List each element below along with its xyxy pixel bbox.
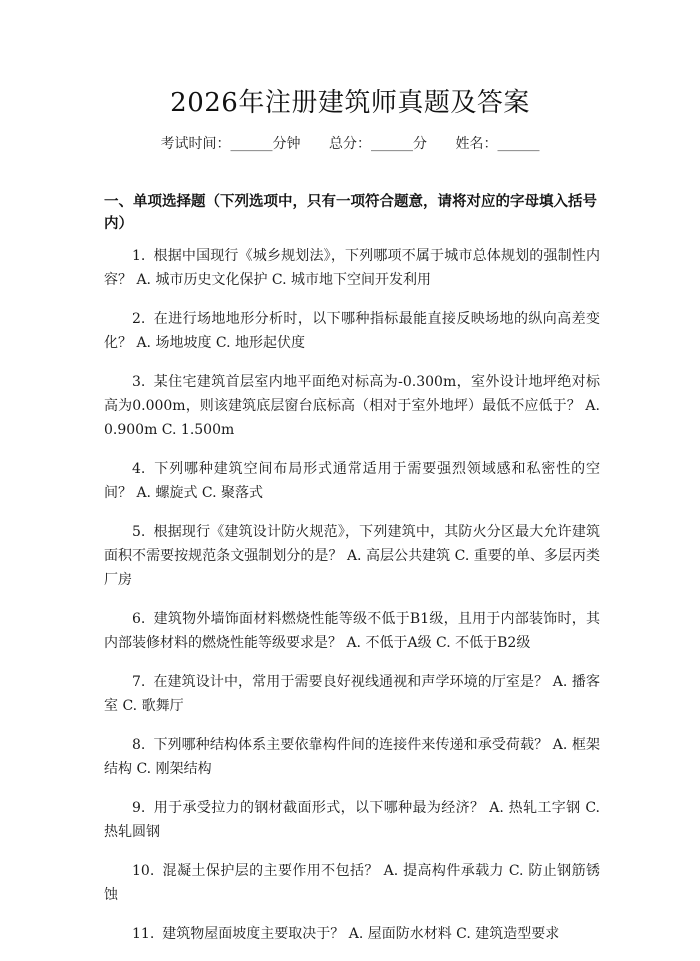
question-item [104, 670, 600, 718]
question-text: 建筑物外墙饰面材料燃烧性能等级不低于B1级，且用于内部装饰时，其内部装修材料的燃烧性能等级要求是？ A. 不低于A级 C. 不低于B2级 [104, 611, 600, 651]
question-number: 6. [132, 611, 146, 627]
name-label: 姓名：______ [455, 136, 540, 152]
question-number: 10. [132, 863, 155, 879]
question-item [104, 370, 600, 442]
exam-info-line [0, 133, 700, 153]
question-number: 5. [132, 524, 146, 540]
question-list [104, 244, 600, 961]
question-number: 8. [132, 737, 146, 753]
question-text: 建筑物屋面坡度主要取决于？ A. 屋面防水材料 C. 建筑造型要求 [162, 926, 560, 942]
question-item [104, 457, 600, 505]
total-score-label: 总分：______分 [329, 136, 427, 152]
question-text: 下列哪种结构体系主要依靠构件间的连接件来传递和承受荷载？ A. 框架结构 C. 刚架结构 [104, 737, 600, 777]
question-number: 2. [132, 311, 146, 327]
question-number: 9. [132, 800, 146, 816]
question-text: 某住宅建筑首层室内地平面绝对标高为-0.300m，室外设计地坪绝对标高为0.000m，则该建筑底层窗台底标高（相对于室外地坪）最低不应低于？ A. 0.900m C. 1.500m [104, 374, 600, 438]
question-text: 根据中国现行《城乡规划法》，下列哪项不属于城市总体规划的强制性内容？ A. 城市历史文化保护 C. 城市地下空间开发利用 [104, 248, 600, 288]
question-text: 在建筑设计中，常用于需要良好视线通视和声学环境的厅室是？ A. 播客室 C. 歌舞厅 [104, 674, 600, 714]
question-item [104, 520, 600, 592]
question-text: 下列哪种建筑空间布局形式通常适用于需要强烈领域感和私密性的空间？ A. 螺旋式 C. 聚落式 [104, 461, 600, 501]
question-item [104, 307, 600, 355]
question-text: 用于承受拉力的钢材截面形式，以下哪种最为经济？ A. 热轧工字钢 C. 热轧圆钢 [104, 800, 600, 840]
question-item [104, 244, 600, 292]
question-item [104, 859, 600, 907]
question-text: 根据现行《建筑设计防火规范》，下列建筑中，其防火分区最大允许建筑面积不需要按规范条文强制划分的是？ A. 高层公共建筑 C. 重要的单、多层丙类厂房 [104, 524, 600, 588]
question-item [104, 733, 600, 781]
question-number: 4. [132, 461, 146, 477]
question-number: 11. [132, 926, 155, 942]
page-title: 2026年注册建筑师真题及答案 [170, 88, 530, 118]
question-number: 1. [132, 248, 146, 264]
exam-time-label: 考试时间：______分钟 [160, 136, 301, 152]
section-heading: 一、单项选择题（下列选项中，只有一项符合题意，请将对应的字母填入括号内） [104, 194, 597, 232]
question-number: 7. [132, 674, 146, 690]
question-text: 混凝土保护层的主要作用不包括？ A. 提高构件承载力 C. 防止钢筋锈蚀 [104, 863, 600, 903]
question-text: 在进行场地地形分析时，以下哪种指标最能直接反映场地的纵向高差变化？ A. 场地坡度 C. 地形起伏度 [104, 311, 600, 351]
question-item [104, 796, 600, 844]
question-number: 3. [132, 374, 146, 390]
question-item [104, 607, 600, 655]
question-item [104, 922, 600, 946]
